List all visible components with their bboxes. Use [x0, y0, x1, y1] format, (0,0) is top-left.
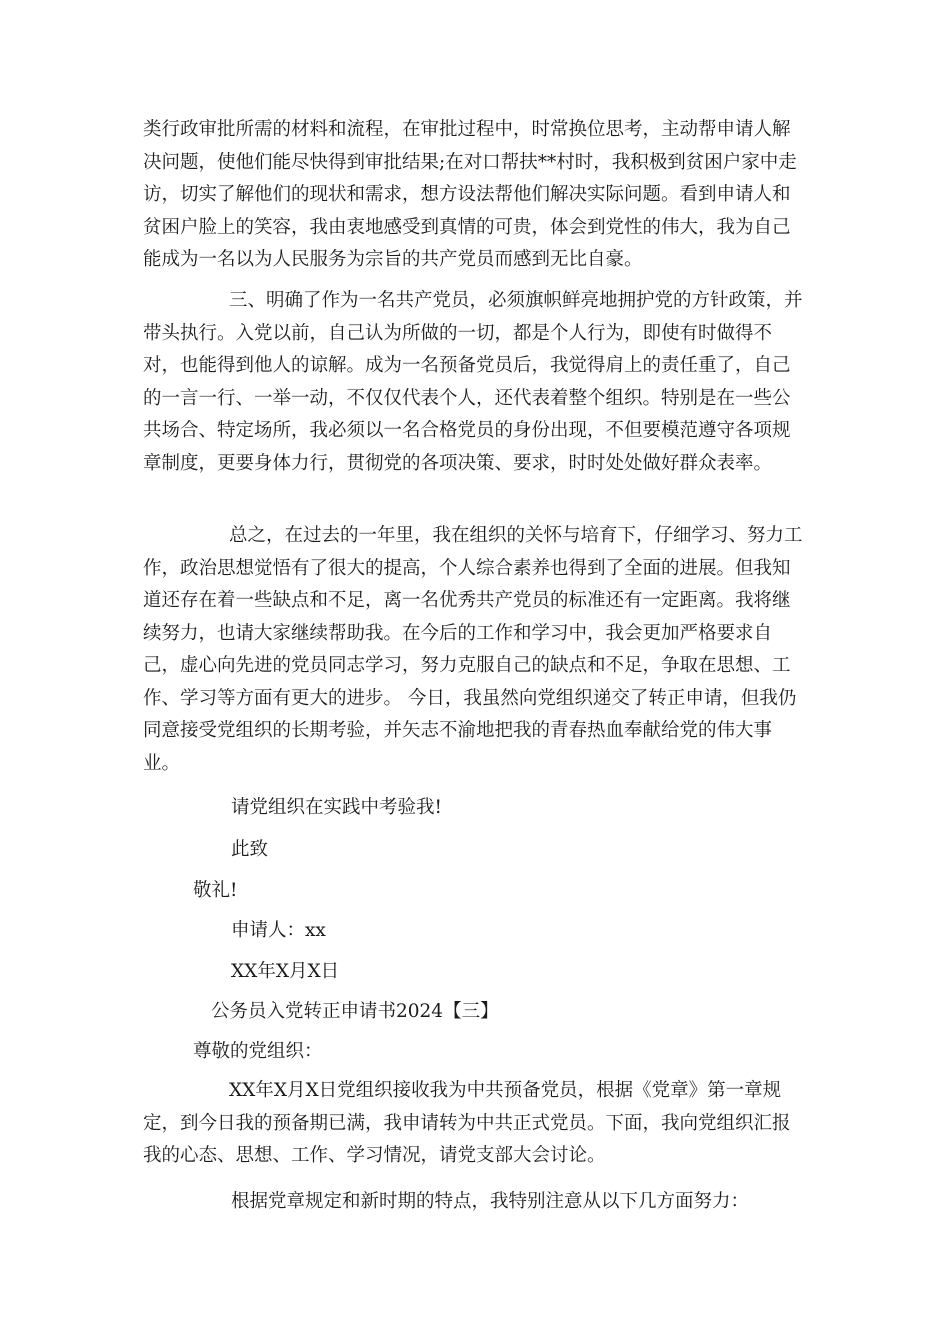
salutation: 尊敬的党组织： — [193, 1041, 323, 1062]
closing-request: 请党组织在实践中考验我! — [231, 797, 442, 818]
paragraph-2: 三、明确了作为一名共产党员，必须旗帜鲜亮地拥护党的方针政策，并带头执行。入党以前，自己认为所做的一切，都是个人行为，即使有时做得不对，也能得到他人的谅解。成为一名预备党员后，我觉得肩上的责任重了，自己的一言一行、一举一动，不仅仅代表个人，还代表着整个组织。特别是在一些公共场合、特定场所，我必须以一名合格党员的身份出现，不但要模范遵守各项规章制度，更要身体力行，贯彻党的各项决策、要求，时时处处做好群众表率。 — [143, 290, 803, 474]
paragraph-3: 总之，在过去的一年里，我在组织的关怀与培育下，仔细学习、努力工作，政治思想觉悟有了很大的提高，个人综合素养也得到了全面的进展。但我知道还存在着一些缺点和不足，离一名优秀共产党员的标准还有一定距离。我将继续努力，也请大家继续帮助我。在今后的工作和学习中，我会更加严格要求自己，虚心向先进的党员同志学习，努力克服自己的缺点和不足，争取在思想、工作、学习等方面有更大的进步。 今日，我虽然向党组织递交了转正申请，但我仍同意接受党组织的长期考验，并矢志不渝地把我的青春热血奉献给党的伟大事业。 — [143, 525, 803, 774]
application-date: XX年X月X日 — [231, 961, 340, 982]
paragraph-4: XX年X月X日党组织接收我为中共预备党员，根据《党章》第一章规定，到今日我的预备期已满，我申请转为中共正式党员。下面，我向党组织汇报我的心态、思想、工作、学习情况，请党支部大会讨论。 — [143, 1080, 791, 1166]
paragraph-5: 根据党章规定和新时期的特点，我特别注意从以下几方面努力： — [231, 1191, 750, 1212]
applicant-signature: 申请人：xx — [231, 920, 326, 941]
paragraph-1: 类行政审批所需的材料和流程，在审批过程中，时常换位思考，主动帮申请人解决问题，使他们能尽快得到审批结果;在对口帮扶**村时，我积极到贫困户家中走访，切实了解他们的现状和需求，想方设法帮他们解决实际问题。看到申请人和贫困户脸上的笑容，我由衷地感受到真情的可贵，体会到党性的伟大，我为自己能成为一名以为人民服务为宗旨的共产党员而感到无比自豪。 — [143, 119, 797, 270]
closing-regards: 敬礼! — [193, 880, 238, 901]
closing-salutation: 此致 — [231, 839, 269, 860]
section-title: 公务员入党转正申请书2024【三】 — [211, 1001, 499, 1022]
